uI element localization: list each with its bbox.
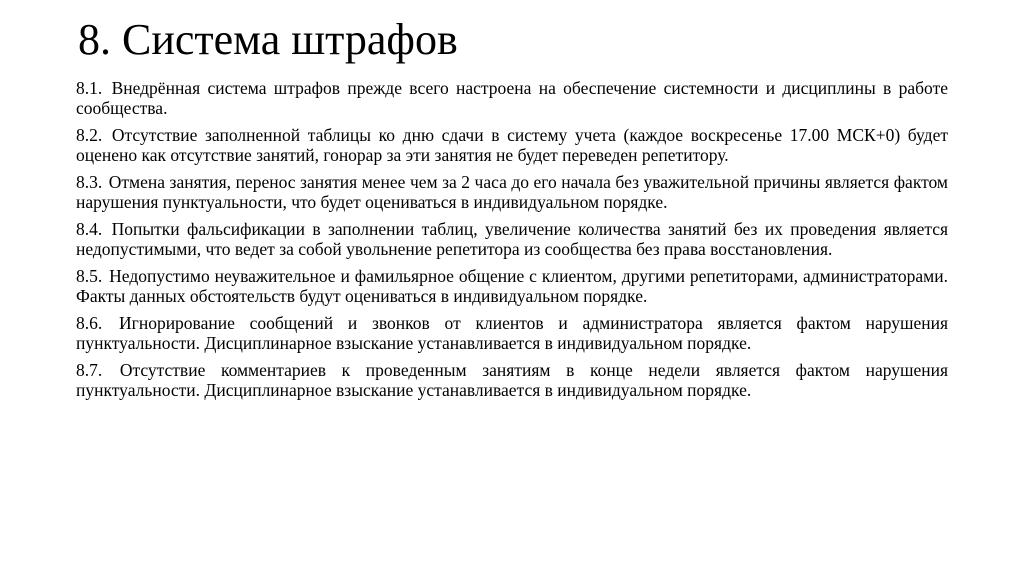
clause-number: 8.7.: [76, 360, 103, 380]
clause-text: Отсутствие заполненной таблицы ко дню сдачи в систему учета (каждое воскресенье 17.00 МСК+0) будет оценено как отсутствие занятий, гонорар за эти занятия не будет переведен репетитору.: [76, 125, 949, 165]
clause-text: Игнорирование сообщений и звонков от клиентов и администратора является фактом нарушения пунктуальности. Дисциплинарное взыскание устанавливается в индивидуальном порядке.: [76, 313, 949, 353]
clause-text: Отсутствие комментариев к проведенным занятиям в конце недели является фактом нарушения пунктуальности. Дисциплинарное взыскание устанавливается в индивидуальном порядке.: [76, 360, 948, 400]
clause-8-1: [76, 78, 948, 118]
clause-number: 8.3.: [76, 172, 103, 192]
clause-8-6: [76, 313, 948, 353]
clause-number: 8.6.: [76, 313, 103, 333]
clause-text: Внедрённая система штрафов прежде всего настроена на обеспечение системности и дисциплины в работе сообщества.: [76, 78, 948, 118]
clause-8-7: [76, 360, 948, 400]
clause-list: [76, 78, 948, 407]
clause-number: 8.2.: [76, 125, 103, 145]
clause-number: 8.1.: [76, 78, 103, 98]
clause-8-4: [76, 219, 948, 259]
clause-8-5: [76, 266, 948, 306]
clause-number: 8.4.: [76, 219, 110, 239]
slide-title: 8. Система штрафов: [78, 15, 458, 64]
clause-8-2: [76, 125, 948, 165]
clause-text: Попытки фальсификации в заполнении таблиц, увеличение количества занятий без их проведения является недопустимыми, что ведет за собой увольнение репетитора из сообщества без права восстановления.: [76, 219, 949, 259]
clause-8-3: [76, 172, 948, 212]
clause-text: Недопустимо неуважительное и фамильярное общение с клиентом, другими репетиторами, администраторами. Факты данных обстоятельств будут оцениваться в индивидуальном порядке.: [76, 266, 948, 306]
clause-text: Отмена занятия, перенос занятия менее чем за 2 часа до его начала без уважительной причины является фактом нарушения пунктуальности, что будет оцениваться в индивидуальном порядке.: [76, 172, 949, 212]
clause-number: 8.5.: [76, 266, 103, 286]
